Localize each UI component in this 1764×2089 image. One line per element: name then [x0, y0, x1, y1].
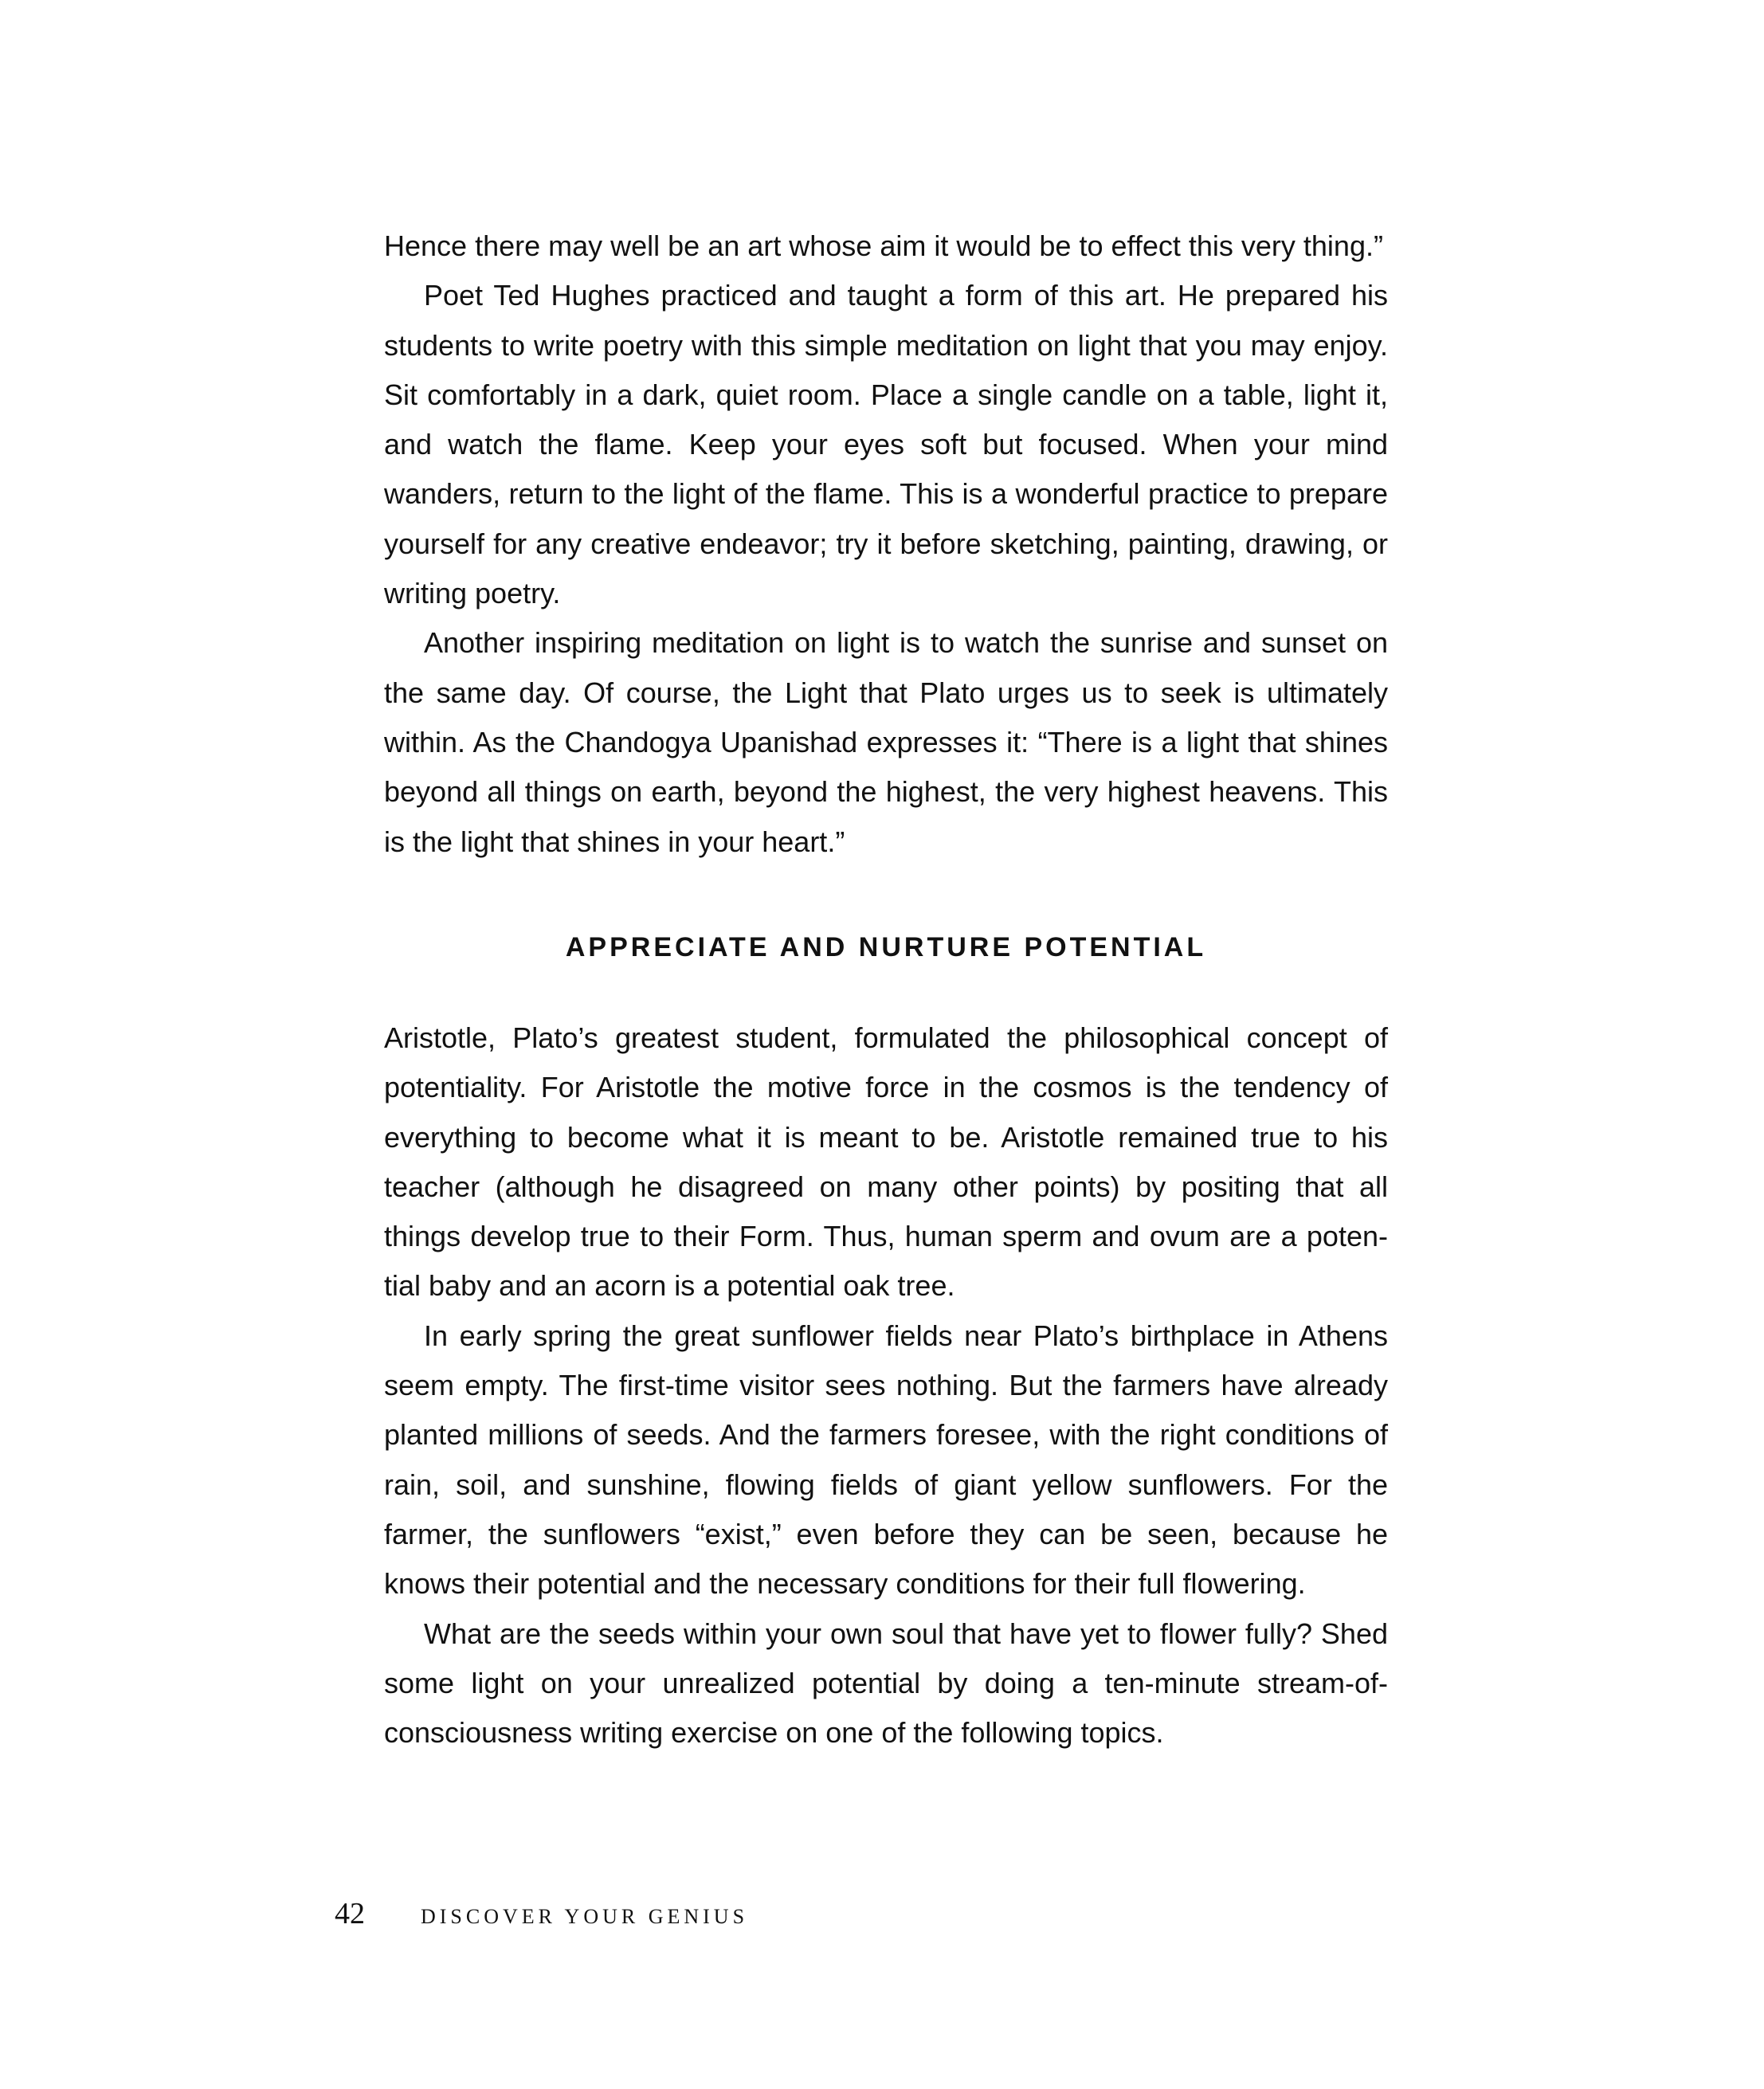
paragraph: Poet Ted Hughes practiced and taught a form of this art. He prepared his students to write poetry with this simple meditation on light that you may enjoy. Sit comfortably in a dark, quiet room. Place a single candle on a table, light it, and watch the flame. Keep your eyes soft but focused. When your mind wanders, return to the light of the flame. This is a wonderful practice to prepare yourself for any creative endeavor; try it before sketching, painting, drawing, or writing poetry.	[384, 279, 1388, 610]
body-text-bottom	[384, 1013, 1388, 1758]
paragraph: What are the seeds within your own soul that have yet to flower fully? Shed some light on your unrealized potential by doing a ten-minute stream-of-consciousness writing exercise on one of the following topics.	[384, 1617, 1388, 1750]
paragraph: Hence there may well be an art whose aim it would be to effect this very thing.”	[384, 229, 1383, 262]
paragraph: Another inspiring meditation on light is to watch the sunrise and sunset on the same day. Of course, the Light that Plato urges us to seek is ultimately within. As the Chandogya Upanishad expresses it: “There is a light that shines beyond all things on earth, beyond the highest, the very highest heavens. This is the light that shines in your heart.”	[384, 626, 1388, 858]
running-title: DISCOVER YOUR GENIUS	[421, 1905, 749, 1928]
section-heading: APPRECIATE AND NURTURE POTENTIAL	[565, 932, 1207, 962]
paragraph: Aristotle, Plato’s greatest student, formulated the philosophical concept of potentiality. For Aristotle the motive force in the cosmos is the tendency of everything to become what it is meant to be. Aristotle remained true to his teacher (although he disagreed on many other points) by positing that all things develop true to their Form. Thus, human sperm and ovum are a potential baby and an acorn is a potential oak tree.	[384, 1021, 1388, 1303]
body-text-top	[384, 221, 1388, 867]
page-footer	[335, 1896, 748, 1936]
page-number: 42	[335, 1897, 365, 1930]
paragraph: In early spring the great sunflower fields near Plato’s birthplace in Athens seem empty. The first-time visitor sees nothing. But the farmers have already planted millions of seeds. And the farmers foresee, with the right conditions of rain, soil, and sunshine, flowing fields of giant yellow sunflowers. For the farmer, the sunflowers “exist,” even before they can be seen, because he knows their potential and the necessary conditions for their full flowering.	[384, 1319, 1388, 1601]
